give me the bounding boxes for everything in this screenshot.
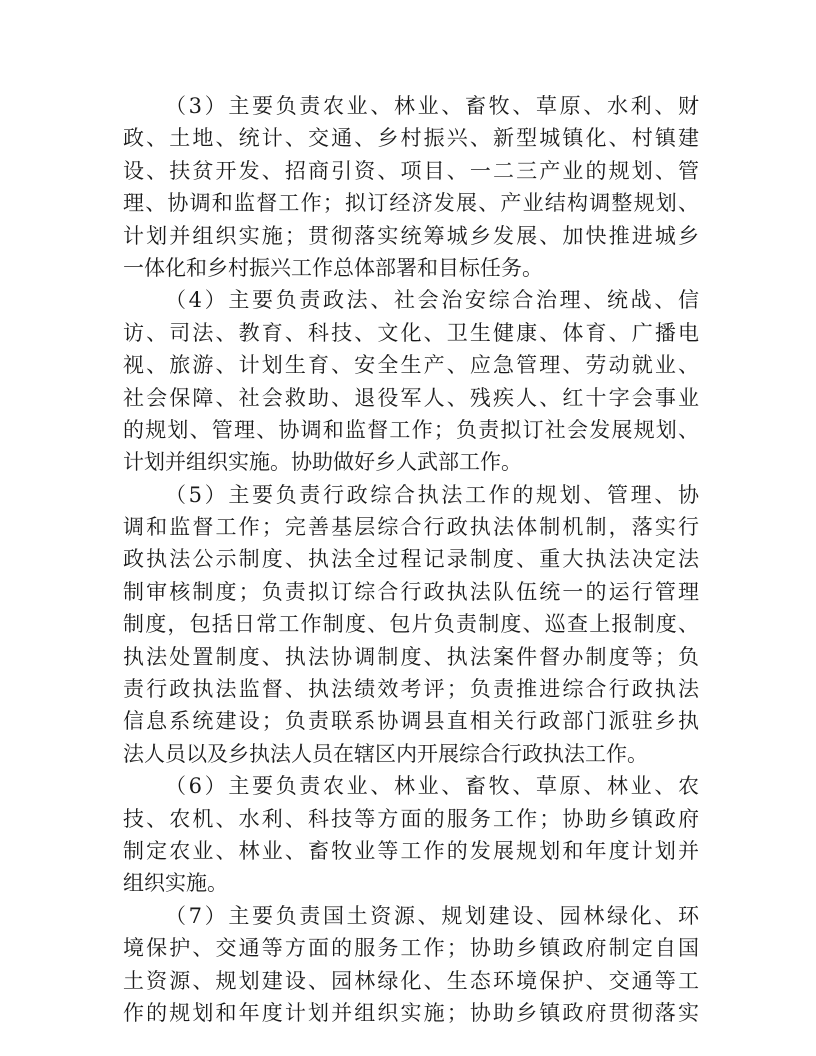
paragraph-5-line-6: 执法处置制度、执法协调制度、执法案件督办制度等；负 <box>123 644 699 669</box>
paragraph-4-line-1: （4）主要负责政法、社会治安综合治理、统战、信 <box>165 288 699 313</box>
paragraph-3-line-3: 设、扶贫开发、招商引资、项目、一二三产业的规划、管 <box>123 158 699 183</box>
paragraph-6-line-4: 组织实施。 <box>123 871 228 896</box>
paragraph-3-line-2: 政、土地、统计、交通、乡村振兴、新型城镇化、村镇建 <box>123 126 699 151</box>
paragraph-7-line-1: （7）主要负责国土资源、规划建设、园林绿化、环 <box>165 903 699 928</box>
paragraph-4-line-5: 的规划、管理、协调和监督工作；负责拟订社会发展规划、 <box>123 417 699 442</box>
paragraph-6-line-1: （6）主要负责农业、林业、畜牧、草原、林业、农 <box>165 774 699 799</box>
paragraph-5-line-1: （5）主要负责行政综合执法工作的规划、管理、协 <box>165 482 699 507</box>
paragraph-6-line-2: 技、农机、水利、科技等方面的服务工作；协助乡镇政府 <box>123 806 699 831</box>
paragraph-5-line-2: 调和监督工作；完善基层综合行政执法体制机制，落实行 <box>123 515 699 540</box>
paragraph-5-line-4: 制审核制度；负责拟订综合行政执法队伍统一的运行管理 <box>123 579 699 604</box>
paragraph-3-line-5: 计划并组织实施；贯彻落实统筹城乡发展、加快推进城乡 <box>123 223 699 248</box>
paragraph-3-line-4: 理、协调和监督工作；拟订经济发展、产业结构调整规划、 <box>123 191 699 216</box>
paragraph-4-line-2: 访、司法、教育、科技、文化、卫生健康、体育、广播电 <box>123 320 699 345</box>
paragraph-5-line-7: 责行政执法监督、执法绩效考评；负责推进综合行政执法 <box>123 677 699 702</box>
paragraph-3-line-6: 一体化和乡村振兴工作总体部署和目标任务。 <box>123 255 543 280</box>
paragraph-4-line-4: 社会保障、社会救助、退役军人、残疾人、红十字会事业 <box>123 385 699 410</box>
paragraph-5-line-3: 政执法公示制度、执法全过程记录制度、重大执法决定法 <box>123 547 699 572</box>
paragraph-3-line-1: （3）主要负责农业、林业、畜牧、草原、水利、财 <box>165 94 699 118</box>
paragraph-5-line-8: 信息系统建设；负责联系协调县直相关行政部门派驻乡执 <box>123 709 699 734</box>
paragraph-7-line-2: 境保护、交通等方面的服务工作；协助乡镇政府制定自国 <box>123 936 699 961</box>
paragraph-4-line-6: 计划并组织实施。协助做好乡人武部工作。 <box>123 450 522 475</box>
paragraph-5-line-9: 法人员以及乡执法人员在辖区内开展综合行政执法工作。 <box>123 741 648 766</box>
paragraph-7-line-4: 作的规划和年度计划并组织实施；协助乡镇政府贯彻落实 <box>123 1000 699 1025</box>
paragraph-6-line-3: 制定农业、林业、畜牧业等工作的发展规划和年度计划并 <box>123 838 699 863</box>
document-body <box>123 90 699 1029</box>
paragraph-7-line-3: 土资源、规划建设、园林绿化、生态环境保护、交通等工 <box>123 968 699 993</box>
paragraph-5-line-5: 制度，包括日常工作制度、包片负责制度、巡查上报制度、 <box>123 612 699 637</box>
paragraph-4-line-3: 视、旅游、计划生育、安全生产、应急管理、劳动就业、 <box>123 353 699 378</box>
